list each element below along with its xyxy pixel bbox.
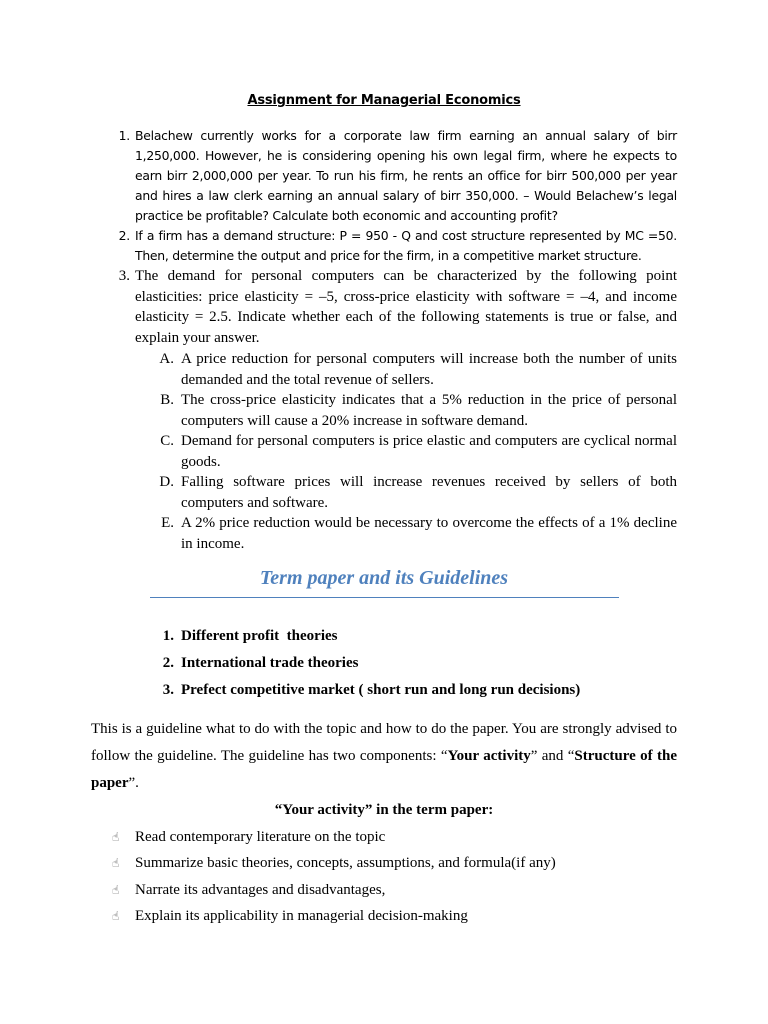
- question-number: 1.: [118, 128, 130, 143]
- question-number: 2.: [118, 228, 130, 243]
- activity-item: [112, 853, 672, 873]
- activity-text: Explain its applicability in managerial decision-making: [135, 908, 468, 924]
- guideline-text: ”.: [128, 775, 139, 791]
- statement-a: [150, 349, 677, 390]
- activity-text: Summarize basic theories, concepts, assumptions, and formula(if any): [135, 855, 556, 871]
- statement-text: The cross-price elasticity indicates that a 5% reduction in the price of personal computers will cause a 20% increase in software demand.: [181, 392, 677, 429]
- statement-letter: E.: [161, 515, 174, 531]
- question-2: [106, 226, 677, 266]
- statement-text: Demand for personal computers is price elastic and computers are cyclical normal goods.: [181, 433, 677, 470]
- statement-text: A 2% price reduction would be necessary to overcome the effects of a 1% decline in income.: [181, 515, 677, 552]
- pointing-hand-icon: ☝: [112, 883, 120, 897]
- topic-number: 1.: [162, 628, 174, 644]
- guideline-text: This is a guideline what to do with the topic and how to do the paper. You are strongly advised to follow the guideline. The guideline has two components: “: [91, 721, 677, 764]
- statement-letter: C.: [160, 433, 174, 449]
- guideline-paragraph: [91, 716, 677, 797]
- statement-letter: A.: [159, 351, 174, 367]
- topic-3: [150, 680, 670, 700]
- activity-item: [112, 827, 672, 847]
- statement-b: [150, 390, 677, 431]
- topic-number: 2.: [162, 655, 174, 671]
- statement-e: [150, 513, 677, 554]
- term-paper-heading: Term paper and its Guidelines: [259, 567, 509, 589]
- pointing-hand-icon: ☝: [112, 856, 120, 870]
- question-text: If a firm has a demand structure: P = 950 - Q and cost structure represented by MC =50. Then, determine the output and price for the firm, in a competitive market structure.: [135, 228, 677, 263]
- question-1: [106, 126, 677, 226]
- document-title: Assignment for Managerial Economics: [247, 93, 521, 108]
- activity-heading: “Your activity” in the term paper:: [274, 802, 494, 818]
- pointing-hand-icon: ☝: [112, 830, 120, 844]
- question-3: [106, 266, 677, 348]
- heading-underline: [150, 597, 619, 598]
- activity-item: [112, 906, 672, 926]
- question-text: Belachew currently works for a corporate law firm earning an annual salary of birr 1,250,000. However, he is considering opening his own legal firm, where he expects to earn birr 2,000,000 per year. To run his firm, he rents an office for birr 500,000 per year and hires a law clerk earning an annual salary of birr 350,000. – Would Belachew’s legal practice be profitable? Calculate both economic and accounting profit?: [135, 128, 677, 223]
- statement-letter: B.: [160, 392, 174, 408]
- statement-d: [150, 472, 677, 513]
- statement-c: [150, 431, 677, 472]
- activity-text: Read contemporary literature on the topic: [135, 829, 386, 845]
- statement-text: Falling software prices will increase revenues received by sellers of both computers and software.: [181, 474, 677, 511]
- activity-item: [112, 880, 672, 900]
- question-number: 3.: [118, 268, 130, 284]
- structure-emphasis: Structure of the paper: [91, 748, 677, 791]
- activity-text: Narrate its advantages and disadvantages,: [135, 882, 386, 898]
- topic-1: [150, 626, 670, 646]
- topic-number: 3.: [162, 682, 174, 698]
- pointing-hand-icon: ☝: [112, 909, 120, 923]
- question-text: The demand for personal computers can be characterized by the following point elasticities: price elasticity = –5, cross-price elasticity with software = –4, and income elasticity = 2.5. Indicate whether each of the following statements is true or false, and explain your answer.: [135, 268, 677, 346]
- topic-text: Prefect competitive market ( short run and long run decisions): [181, 682, 581, 698]
- topic-2: [150, 653, 670, 673]
- statement-letter: D.: [159, 474, 174, 490]
- topic-text: Different profit theories: [181, 628, 338, 644]
- your-activity-emphasis: Your activity: [447, 748, 531, 764]
- guideline-text: ” and “: [530, 748, 575, 764]
- topic-text: International trade theories: [181, 655, 359, 671]
- statement-text: A price reduction for personal computers will increase both the number of units demanded and the total revenue of sellers.: [181, 351, 677, 388]
